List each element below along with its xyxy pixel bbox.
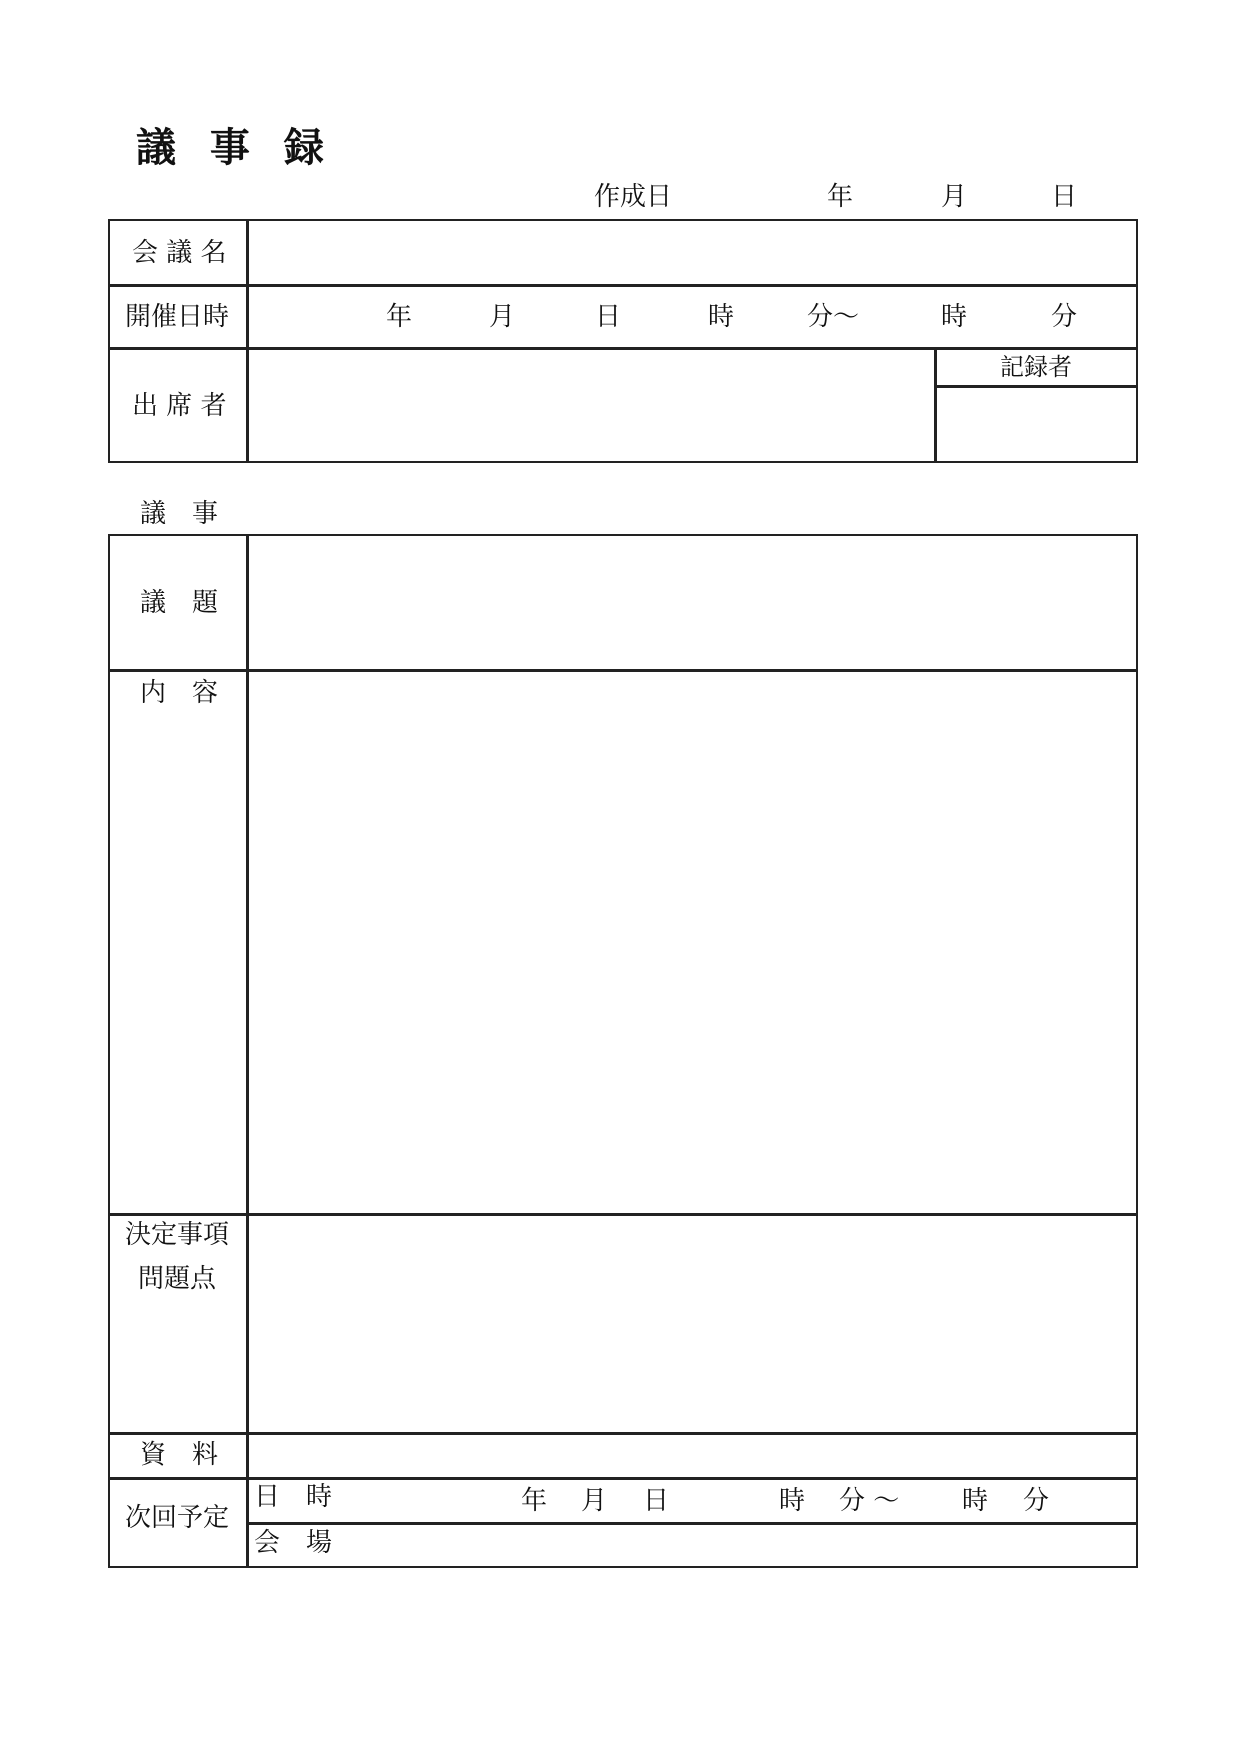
next-datetime-label: 日 時	[254, 1482, 333, 1512]
datetime-minute-to-unit: 分〜	[807, 302, 860, 332]
next-year-unit: 年	[521, 1486, 548, 1516]
datetime-minute2-unit: 分	[1051, 302, 1078, 332]
created-year-unit: 年	[827, 182, 854, 212]
meeting-info-divider	[246, 219, 249, 463]
meeting-datetime-field[interactable]	[250, 287, 1134, 345]
page-title: 議 事 録	[136, 125, 334, 171]
datetime-hour2-unit: 時	[941, 302, 968, 332]
recorder-field[interactable]	[938, 388, 1136, 461]
proceedings-section-label: 議 事	[140, 499, 219, 529]
content-label: 内 容	[140, 678, 219, 708]
agenda-label: 議 題	[140, 588, 219, 618]
content-field[interactable]	[250, 672, 1134, 1211]
next-day-unit: 日	[643, 1486, 670, 1516]
meeting-name-label: 会 議 名	[132, 238, 227, 268]
decisions-label: 決定事項	[125, 1220, 230, 1250]
next-venue-label: 会 場	[254, 1528, 333, 1558]
datetime-hour-unit: 時	[708, 302, 735, 332]
created-date-label: 作成日	[594, 182, 673, 212]
created-month-unit: 月	[941, 182, 968, 212]
next-month-unit: 月	[581, 1486, 608, 1516]
next-meeting-label: 次回予定	[125, 1503, 230, 1533]
datetime-month-unit: 月	[489, 302, 516, 332]
attendees-field[interactable]	[250, 350, 932, 461]
next-venue-field[interactable]	[250, 1525, 1134, 1566]
next-hour-unit: 時	[779, 1486, 806, 1516]
next-hour2-unit: 時	[962, 1486, 989, 1516]
next-minute2-unit: 分	[1023, 1486, 1050, 1516]
datetime-day-unit: 日	[595, 302, 622, 332]
recorder-divider	[934, 347, 937, 463]
meeting-datetime-label: 開催日時	[125, 302, 230, 332]
proceedings-divider	[246, 534, 249, 1568]
materials-field[interactable]	[250, 1435, 1134, 1475]
decisions-field[interactable]	[250, 1216, 1134, 1430]
next-datetime-field[interactable]	[250, 1480, 1134, 1520]
created-day-unit: 日	[1051, 182, 1078, 212]
meeting-name-field[interactable]	[250, 222, 1134, 282]
agenda-field[interactable]	[250, 537, 1134, 667]
issues-label: 問題点	[138, 1264, 217, 1294]
recorder-label: 記録者	[1000, 353, 1072, 381]
next-minute-to-unit: 分 〜	[839, 1486, 900, 1516]
materials-label: 資 料	[140, 1440, 219, 1470]
attendees-label: 出 席 者	[132, 391, 227, 421]
datetime-year-unit: 年	[386, 302, 413, 332]
